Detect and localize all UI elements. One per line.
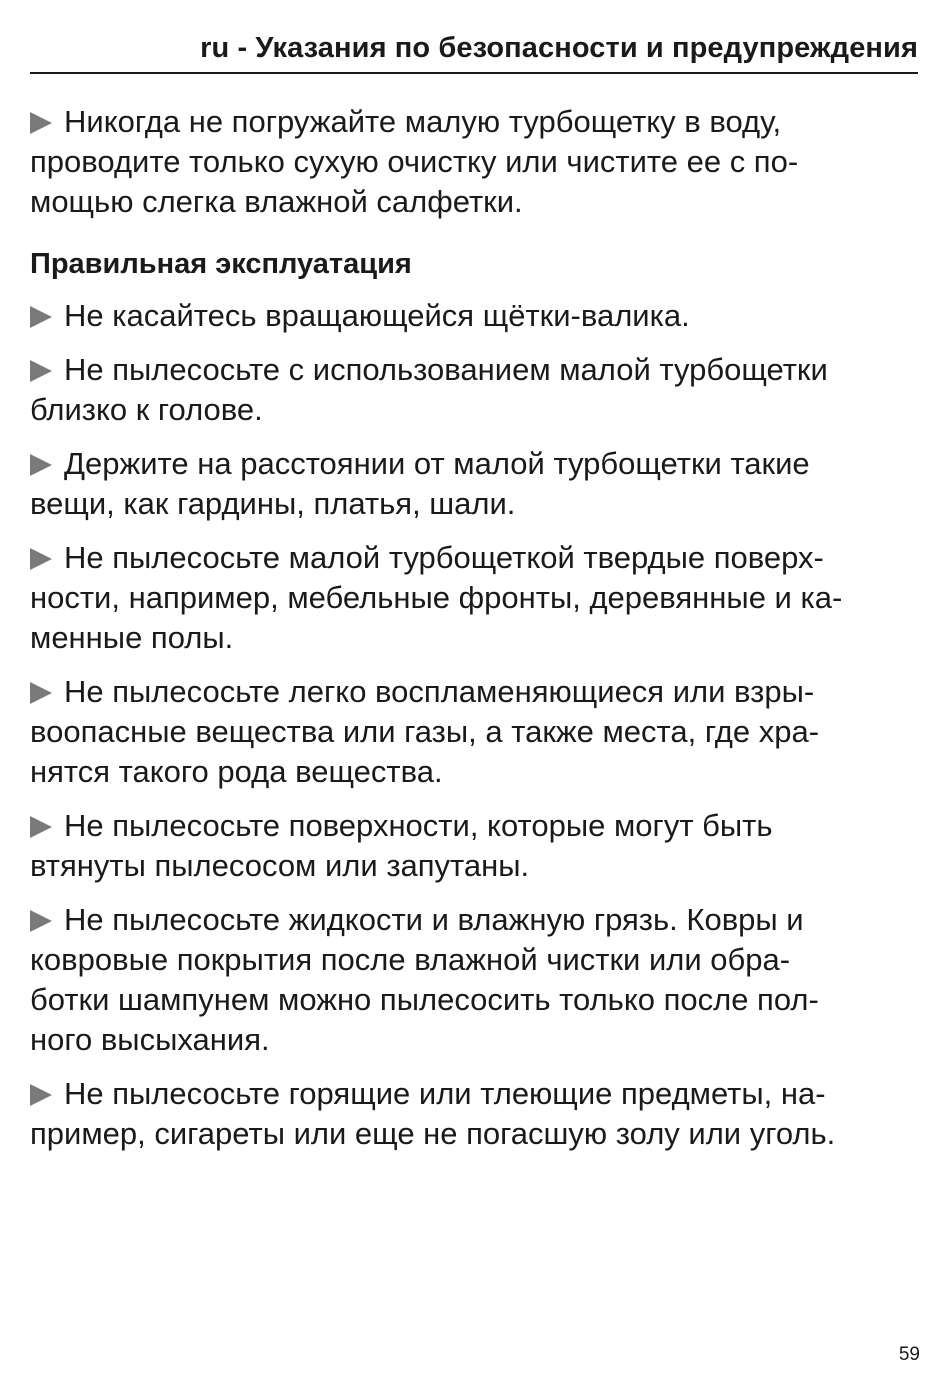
warning-text: Держите на расстоянии от малой турбощетки такие вещи, как гардины, платья, шали. bbox=[30, 446, 810, 521]
warning-text: Не пылесосьте легко воспламеняющиеся или взры- воопасные вещества или газы, а также места, где хра- нятся такого рода вещества. bbox=[30, 674, 820, 789]
triangle-bullet-icon bbox=[30, 1084, 52, 1106]
warning-item bbox=[30, 102, 920, 222]
triangle-bullet-icon bbox=[30, 910, 52, 932]
warning-item bbox=[30, 350, 920, 430]
page-header bbox=[30, 24, 918, 74]
warning-item bbox=[30, 538, 920, 658]
document-body bbox=[30, 102, 920, 1168]
warning-item bbox=[30, 900, 920, 1060]
warning-item bbox=[30, 296, 920, 336]
warning-text: Не пылесосьте горящие или тлеющие предметы, на- пример, сигареты или еще не погасшую золу или уголь. bbox=[30, 1076, 836, 1151]
triangle-bullet-icon bbox=[30, 454, 52, 476]
page-number: 59 bbox=[898, 1344, 920, 1365]
triangle-bullet-icon bbox=[30, 548, 52, 570]
warning-text: Не пылесосьте жидкости и влажную грязь. Ковры и ковровые покрытия после влажной чистки или обра- ботки шампунем можно пылесосить только после пол- ного высыхания. bbox=[30, 902, 819, 1057]
warning-text: Не пылесосьте поверхности, которые могут быть втянуты пылесосом или запутаны. bbox=[30, 808, 773, 883]
page-title: ru - Указания по безопасности и предупреждения bbox=[200, 32, 918, 64]
triangle-bullet-icon bbox=[30, 306, 52, 328]
warning-text: Никогда не погружайте малую турбощетку в воду, проводите только сухую очистку или чистите ее с по- мощью слегка влажной салфетки. bbox=[30, 104, 799, 219]
warning-text: Не касайтесь вращающейся щётки-валика. bbox=[64, 298, 690, 333]
warning-item bbox=[30, 806, 920, 886]
warning-text: Не пылесосьте малой турбощеткой твердые поверх- ности, например, мебельные фронты, деревянные и ка- менные полы. bbox=[30, 540, 843, 655]
triangle-bullet-icon bbox=[30, 682, 52, 704]
warning-item bbox=[30, 672, 920, 792]
triangle-bullet-icon bbox=[30, 112, 52, 134]
section-heading: Правильная эксплуатация bbox=[30, 248, 412, 280]
warning-item bbox=[30, 1074, 920, 1154]
warning-item bbox=[30, 444, 920, 524]
triangle-bullet-icon bbox=[30, 816, 52, 838]
triangle-bullet-icon bbox=[30, 360, 52, 382]
warning-text: Не пылесосьте с использованием малой турбощетки близко к голове. bbox=[30, 352, 828, 427]
